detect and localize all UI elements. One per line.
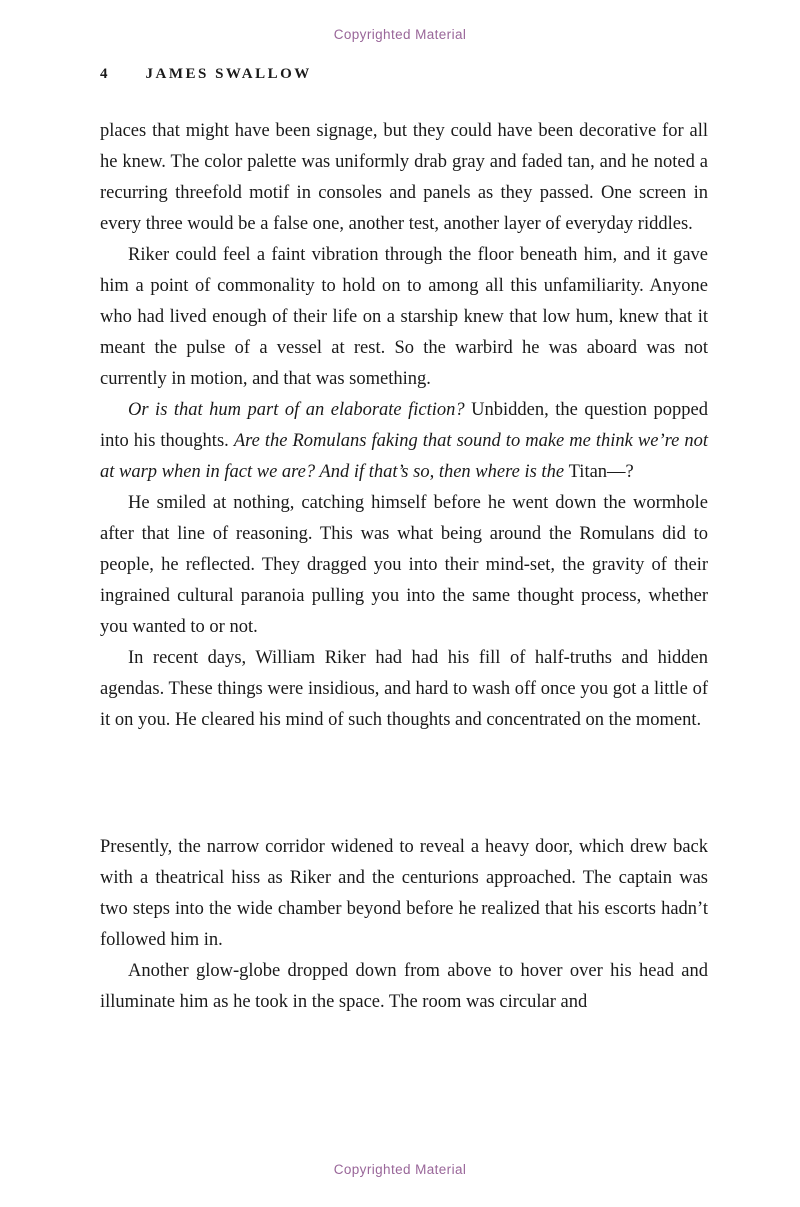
text-segment: Riker could feel a faint vibration through the floor beneath him, and it gave him a point of commonality to hold on to among all this unfamiliarity. Anyone who had lived enough of their life on a starship knew that low hum, knew that it meant the pulse of a vessel at rest. So the warbird he was aboard was not currently in motion, and that was something. [100,245,708,389]
text-segment: Another glow-globe dropped down from above to hover over his head and illuminate him as he took in the space. The room was circular and [100,961,708,1012]
paragraph [100,643,708,736]
paragraph [100,832,708,956]
text-segment: He smiled at nothing, catching himself before he went down the wormhole after that line of reasoning. This was what being around the Romulans did to people, he reflected. They dragged you into their mind-set, the gravity of their ingrained cultural paranoia pulling you into the same thought process, whether you wanted to or not. [100,493,708,637]
watermark-top: Copyrighted Material [333,27,467,42]
italic-text-segment: Are the Romulans faking that sound to make me think we’re not at warp when in fact we are? And if that’s so, then where is the [100,431,709,482]
body-text [100,116,708,1018]
paragraph [100,395,708,488]
page-number: 4 [100,66,108,82]
running-header [100,66,708,83]
text-segment: places that might have been signage, but they could have been decorative for all he knew. The color palette was uniformly drab gray and faded tan, and he noted a recurring threefold motif in consoles and panels as they passed. One screen in every three would be a false one, another test, another layer of everyday riddles. [100,121,708,234]
text-segment: In recent days, William Riker had had his fill of half-truths and hidden agendas. These things were insidious, and hard to wash off once you got a little of it on you. He cleared his mind of such thoughts and concentrated on the moment. [100,648,708,730]
paragraph [100,956,708,1018]
paragraph [100,240,708,395]
text-segment: Unbidden, the question popped into his thoughts. [100,400,708,451]
italic-text-segment: Or is that hum part of an elaborate fiction? [128,400,472,420]
paragraph [100,116,708,240]
watermark-bottom: Copyrighted Material [333,1162,467,1177]
paragraph [100,488,708,643]
text-segment: Titan—? [568,462,634,482]
text-segment: Presently, the narrow corridor widened to reveal a heavy door, which drew back with a theatrical hiss as Riker and the centurions approached. The captain was two steps into the wide chamber beyond before he realized that his escorts hadn’t followed him in. [100,837,708,950]
running-header-author: JAMES SWALLOW [145,66,312,82]
